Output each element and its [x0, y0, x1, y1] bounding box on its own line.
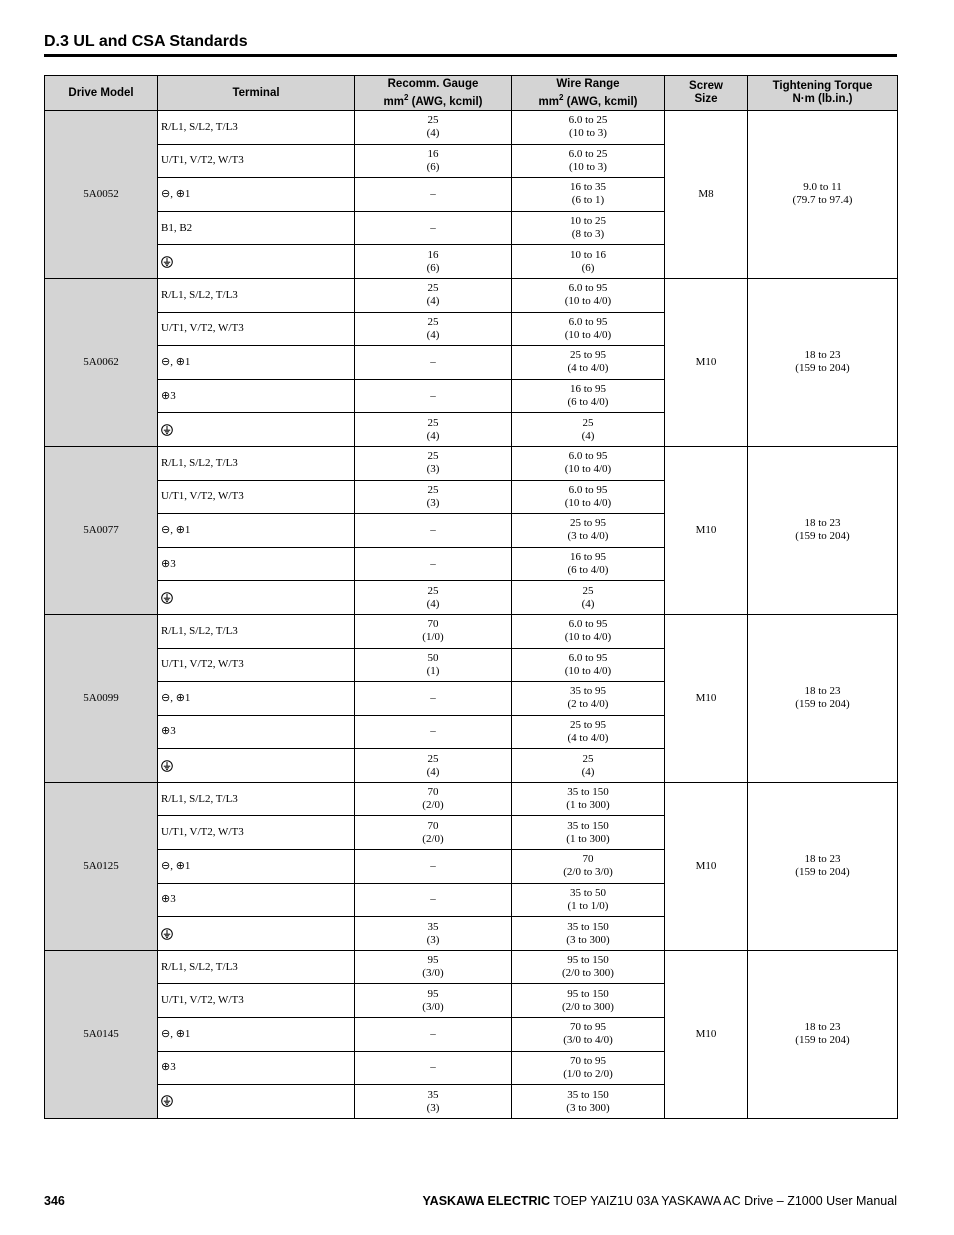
range-awg: (3 to 4/0)	[567, 530, 609, 543]
gauge-value: 25	[427, 584, 439, 597]
range-awg: (4)	[581, 429, 595, 442]
recomm-gauge-cell	[355, 413, 512, 447]
header-wire-range	[512, 76, 665, 111]
terminal-cell: ⊖, ⊕1	[158, 1018, 355, 1052]
table-row	[45, 111, 898, 145]
torque-lbin: (159 to 204)	[795, 530, 850, 543]
recomm-gauge-cell	[355, 278, 512, 312]
recomm-gauge-cell	[355, 917, 512, 951]
gauge-value: 25	[427, 752, 439, 765]
recomm-gauge-cell	[355, 1051, 512, 1085]
torque-nm: 18 to 23	[804, 853, 841, 866]
range-value: 16 to 95	[569, 383, 607, 396]
drive-model-cell: 5A0077	[45, 446, 158, 614]
range-awg: (10 to 4/0)	[564, 631, 612, 644]
wire-range-cell	[512, 346, 665, 380]
recomm-gauge-cell	[355, 984, 512, 1018]
header-wire-range-line1: Wire Range	[556, 77, 620, 90]
tightening-torque-cell	[748, 278, 898, 446]
gauge-value: –	[430, 355, 436, 368]
terminal-cell: ⊕3	[158, 1051, 355, 1085]
range-value: 6.0 to 95	[568, 651, 608, 664]
gauge-awg: (3)	[426, 1101, 440, 1114]
terminal-cell: ⊕3	[158, 547, 355, 581]
wire-range-cell	[512, 581, 665, 615]
torque-lbin: (159 to 204)	[795, 362, 850, 375]
header-terminal: Terminal	[158, 76, 355, 111]
range-awg: (1 to 1/0)	[567, 899, 609, 912]
gauge-awg: (1/0)	[422, 631, 444, 644]
wire-range-cell	[512, 682, 665, 716]
gauge-value: 95	[427, 954, 439, 967]
header-tightening-torque	[748, 76, 898, 111]
terminal-cell: ⊖, ⊕1	[158, 178, 355, 212]
range-value: 35 to 150	[567, 920, 609, 933]
terminal-cell	[158, 581, 355, 615]
footer-document-info	[422, 1194, 897, 1208]
recomm-gauge-cell	[355, 379, 512, 413]
range-awg: (10 to 4/0)	[564, 463, 612, 476]
recomm-gauge-cell	[355, 1085, 512, 1119]
range-awg: (2/0 to 300)	[562, 967, 614, 980]
screw-size-cell: M8	[665, 111, 748, 279]
gauge-value: 70	[427, 786, 439, 799]
drive-model-cell: 5A0125	[45, 782, 158, 950]
gauge-awg: (3)	[426, 463, 440, 476]
wire-range-cell	[512, 514, 665, 548]
wire-range-cell	[512, 917, 665, 951]
title-rule	[44, 54, 897, 57]
range-awg: (8 to 3)	[571, 228, 605, 241]
terminal-cell	[158, 245, 355, 279]
terminal-cell: ⊖, ⊕1	[158, 682, 355, 716]
wire-range-cell	[512, 1018, 665, 1052]
recomm-gauge-cell	[355, 514, 512, 548]
torque-nm: 18 to 23	[804, 349, 841, 362]
range-awg: (10 to 3)	[569, 127, 607, 140]
wire-range-cell	[512, 312, 665, 346]
terminal-cell: U/T1, V/T2, W/T3	[158, 144, 355, 178]
recomm-gauge-cell	[355, 614, 512, 648]
gauge-awg: (4)	[426, 429, 440, 442]
range-value: 35 to 95	[569, 685, 607, 698]
header-recomm-gauge-line2: $mm^2$ (AWG, kcmil)	[383, 92, 483, 108]
gauge-value: 25	[427, 450, 439, 463]
header-screw-line2: Size	[694, 93, 718, 105]
gauge-awg: (3)	[426, 933, 440, 946]
gauge-value: 25	[427, 315, 439, 328]
recomm-gauge-cell	[355, 782, 512, 816]
gauge-value: 70	[427, 819, 439, 832]
gauge-value: 35	[427, 1088, 439, 1101]
gauge-awg: (4)	[426, 328, 440, 341]
tightening-torque-cell	[748, 950, 898, 1118]
range-value: 35 to 50	[569, 886, 607, 899]
terminal-cell	[158, 749, 355, 783]
range-awg: (1 to 300)	[566, 799, 610, 812]
terminal-cell: U/T1, V/T2, W/T3	[158, 984, 355, 1018]
recomm-gauge-cell	[355, 144, 512, 178]
gauge-awg: (4)	[426, 597, 440, 610]
drive-model-cell: 5A0099	[45, 614, 158, 782]
table-body	[45, 111, 898, 1119]
range-awg: (2/0 to 3/0)	[563, 866, 613, 879]
torque-nm: 9.0 to 11	[803, 181, 842, 194]
range-awg: (10 to 3)	[569, 160, 607, 173]
wire-gauge-table	[44, 75, 898, 1119]
gauge-value: 70	[427, 618, 439, 631]
wire-range-cell	[512, 782, 665, 816]
range-value: 70	[582, 853, 594, 866]
range-value: 6.0 to 25	[568, 114, 608, 127]
range-value: 25 to 95	[569, 349, 607, 362]
terminal-cell	[158, 917, 355, 951]
recomm-gauge-cell	[355, 581, 512, 615]
gauge-awg: (4)	[426, 127, 440, 140]
wire-range-cell	[512, 850, 665, 884]
range-value: 16 to 35	[569, 181, 607, 194]
screw-size-cell: M10	[665, 782, 748, 950]
recomm-gauge-cell	[355, 648, 512, 682]
screw-size-cell: M10	[665, 278, 748, 446]
range-value: 95 to 150	[567, 954, 609, 967]
gauge-awg: (2/0)	[422, 832, 444, 845]
ground-terminal-icon	[161, 592, 173, 604]
gauge-awg: (1)	[426, 664, 440, 677]
range-value: 6.0 to 95	[568, 282, 608, 295]
range-value: 35 to 150	[567, 1088, 609, 1101]
range-awg: (3/0 to 4/0)	[563, 1034, 613, 1047]
range-awg: (2 to 4/0)	[567, 698, 609, 711]
range-value: 25	[582, 416, 594, 429]
range-value: 35 to 150	[567, 819, 609, 832]
header-torque-line1: Tightening Torque	[772, 80, 873, 92]
range-value: 6.0 to 25	[568, 147, 608, 160]
ground-terminal-icon	[161, 256, 173, 268]
table-row	[45, 614, 898, 648]
range-value: 25 to 95	[569, 517, 607, 530]
wire-range-cell	[512, 715, 665, 749]
range-awg: (6 to 4/0)	[567, 396, 609, 409]
table-row	[45, 782, 898, 816]
recomm-gauge-cell	[355, 1018, 512, 1052]
terminal-cell: ⊖, ⊕1	[158, 850, 355, 884]
gauge-value: –	[430, 1027, 436, 1040]
screw-size-cell: M10	[665, 446, 748, 614]
wire-range-cell	[512, 413, 665, 447]
table-row	[45, 950, 898, 984]
gauge-value: 25	[427, 416, 439, 429]
drive-model-cell: 5A0145	[45, 950, 158, 1118]
wire-range-cell	[512, 950, 665, 984]
terminal-cell: R/L1, S/L2, T/L3	[158, 782, 355, 816]
range-value: 6.0 to 95	[568, 315, 608, 328]
gauge-awg: (2/0)	[422, 799, 444, 812]
range-value: 25	[582, 584, 594, 597]
range-awg: (6 to 1)	[571, 194, 605, 207]
terminal-cell: ⊖, ⊕1	[158, 514, 355, 548]
wire-range-cell	[512, 883, 665, 917]
wire-range-cell	[512, 111, 665, 145]
gauge-awg: (6)	[426, 261, 440, 274]
terminal-cell	[158, 413, 355, 447]
gauge-value: 95	[427, 987, 439, 1000]
gauge-value: 16	[427, 248, 439, 261]
table-row	[45, 278, 898, 312]
gauge-awg: (3/0)	[422, 967, 444, 980]
terminal-cell: U/T1, V/T2, W/T3	[158, 312, 355, 346]
recomm-gauge-cell	[355, 245, 512, 279]
recomm-gauge-cell	[355, 850, 512, 884]
terminal-cell: ⊕3	[158, 715, 355, 749]
range-value: 35 to 150	[567, 786, 609, 799]
recomm-gauge-cell	[355, 111, 512, 145]
gauge-awg: (4)	[426, 765, 440, 778]
drive-model-cell: 5A0062	[45, 278, 158, 446]
gauge-value: –	[430, 725, 436, 738]
gauge-awg: (3/0)	[422, 1000, 444, 1013]
gauge-value: –	[430, 557, 436, 570]
ground-terminal-icon	[161, 760, 173, 772]
range-awg: (1/0 to 2/0)	[563, 1067, 613, 1080]
range-value: 10 to 16	[569, 248, 607, 261]
torque-nm: 18 to 23	[804, 517, 841, 530]
terminal-cell: U/T1, V/T2, W/T3	[158, 480, 355, 514]
range-awg: (4 to 4/0)	[567, 362, 609, 375]
range-value: 6.0 to 95	[568, 483, 608, 496]
range-awg: (4 to 4/0)	[567, 731, 609, 744]
recomm-gauge-cell	[355, 446, 512, 480]
range-awg: (4)	[581, 597, 595, 610]
recomm-gauge-cell	[355, 816, 512, 850]
terminal-cell: ⊖, ⊕1	[158, 346, 355, 380]
wire-range-cell	[512, 446, 665, 480]
footer-brand: YASKAWA ELECTRIC	[422, 1194, 551, 1208]
range-awg: (10 to 4/0)	[564, 328, 612, 341]
range-awg: (6)	[581, 261, 595, 274]
gauge-awg: (3)	[426, 496, 440, 509]
range-value: 95 to 150	[567, 987, 609, 1000]
section-title: D.3 UL and CSA Standards	[44, 33, 248, 50]
recomm-gauge-cell	[355, 682, 512, 716]
range-value: 6.0 to 95	[568, 618, 608, 631]
gauge-value: –	[430, 691, 436, 704]
gauge-value: –	[430, 187, 436, 200]
terminal-cell: R/L1, S/L2, T/L3	[158, 950, 355, 984]
wire-range-cell	[512, 1051, 665, 1085]
drive-model-cell: 5A0052	[45, 111, 158, 279]
recomm-gauge-cell	[355, 547, 512, 581]
range-awg: (1 to 300)	[566, 832, 610, 845]
gauge-value: –	[430, 893, 436, 906]
terminal-cell: ⊕3	[158, 883, 355, 917]
terminal-cell: U/T1, V/T2, W/T3	[158, 816, 355, 850]
header-recomm-gauge-line1: Recomm. Gauge	[387, 77, 479, 90]
header-screw-line1: Screw	[689, 80, 723, 92]
wire-range-cell	[512, 379, 665, 413]
ground-terminal-icon	[161, 1095, 173, 1107]
wire-range-cell	[512, 648, 665, 682]
range-awg: (3 to 300)	[566, 1101, 610, 1114]
wire-range-cell	[512, 178, 665, 212]
recomm-gauge-cell	[355, 211, 512, 245]
recomm-gauge-cell	[355, 346, 512, 380]
terminal-cell: R/L1, S/L2, T/L3	[158, 111, 355, 145]
torque-nm: 18 to 23	[804, 685, 841, 698]
wire-range-cell	[512, 749, 665, 783]
recomm-gauge-cell	[355, 715, 512, 749]
header-recomm-gauge	[355, 76, 512, 111]
wire-range-cell	[512, 211, 665, 245]
gauge-value: 25	[427, 282, 439, 295]
gauge-value: 50	[427, 651, 439, 664]
header-wire-range-line2: $mm^2$ (AWG, kcmil)	[538, 92, 638, 108]
recomm-gauge-cell	[355, 883, 512, 917]
header-torque-line2: N·m (lb.in.)	[792, 93, 853, 105]
range-awg: (10 to 4/0)	[564, 496, 612, 509]
gauge-value: 16	[427, 147, 439, 160]
screw-size-cell: M10	[665, 950, 748, 1118]
gauge-awg: (4)	[426, 295, 440, 308]
recomm-gauge-cell	[355, 749, 512, 783]
terminal-cell	[158, 1085, 355, 1119]
recomm-gauge-cell	[355, 178, 512, 212]
gauge-value: 35	[427, 920, 439, 933]
range-value: 70 to 95	[569, 1021, 607, 1034]
ground-terminal-icon	[161, 928, 173, 940]
wire-range-cell	[512, 245, 665, 279]
header-drive-model: Drive Model	[45, 76, 158, 111]
torque-lbin: (159 to 204)	[795, 1034, 850, 1047]
wire-range-cell	[512, 278, 665, 312]
wire-range-cell	[512, 816, 665, 850]
range-value: 6.0 to 95	[568, 450, 608, 463]
tightening-torque-cell	[748, 614, 898, 782]
ground-terminal-icon	[161, 424, 173, 436]
range-value: 16 to 95	[569, 551, 607, 564]
terminal-cell: B1, B2	[158, 211, 355, 245]
terminal-cell: R/L1, S/L2, T/L3	[158, 446, 355, 480]
range-awg: (4)	[581, 765, 595, 778]
screw-size-cell: M10	[665, 614, 748, 782]
torque-nm: 18 to 23	[804, 1021, 841, 1034]
gauge-value: –	[430, 389, 436, 402]
gauge-value: 25	[427, 483, 439, 496]
page-number: 346	[44, 1194, 65, 1208]
wire-range-cell	[512, 1085, 665, 1119]
terminal-cell: U/T1, V/T2, W/T3	[158, 648, 355, 682]
gauge-value: –	[430, 523, 436, 536]
footer-manual-title: TOEP YAIZ1U 03A YASKAWA AC Drive – Z1000 User Manual	[550, 1194, 897, 1208]
tightening-torque-cell	[748, 446, 898, 614]
gauge-value: –	[430, 859, 436, 872]
recomm-gauge-cell	[355, 950, 512, 984]
terminal-cell: ⊕3	[158, 379, 355, 413]
torque-lbin: (159 to 204)	[795, 866, 850, 879]
range-value: 25 to 95	[569, 718, 607, 731]
gauge-value: –	[430, 1061, 436, 1074]
range-awg: (10 to 4/0)	[564, 295, 612, 308]
gauge-awg: (6)	[426, 160, 440, 173]
terminal-cell: R/L1, S/L2, T/L3	[158, 278, 355, 312]
tightening-torque-cell	[748, 111, 898, 279]
torque-lbin: (159 to 204)	[795, 698, 850, 711]
gauge-value: –	[430, 221, 436, 234]
torque-lbin: (79.7 to 97.4)	[792, 194, 853, 207]
range-value: 70 to 95	[569, 1054, 607, 1067]
wire-range-cell	[512, 144, 665, 178]
range-awg: (10 to 4/0)	[564, 664, 612, 677]
table-row	[45, 446, 898, 480]
wire-range-cell	[512, 480, 665, 514]
header-screw-size	[665, 76, 748, 111]
range-awg: (6 to 4/0)	[567, 564, 609, 577]
range-value: 10 to 25	[569, 215, 607, 228]
recomm-gauge-cell	[355, 312, 512, 346]
tightening-torque-cell	[748, 782, 898, 950]
header-row	[45, 76, 898, 111]
gauge-value: 25	[427, 114, 439, 127]
recomm-gauge-cell	[355, 480, 512, 514]
range-value: 25	[582, 752, 594, 765]
range-awg: (3 to 300)	[566, 933, 610, 946]
range-awg: (2/0 to 300)	[562, 1000, 614, 1013]
wire-range-cell	[512, 984, 665, 1018]
wire-range-cell	[512, 614, 665, 648]
terminal-cell: R/L1, S/L2, T/L3	[158, 614, 355, 648]
wire-range-cell	[512, 547, 665, 581]
